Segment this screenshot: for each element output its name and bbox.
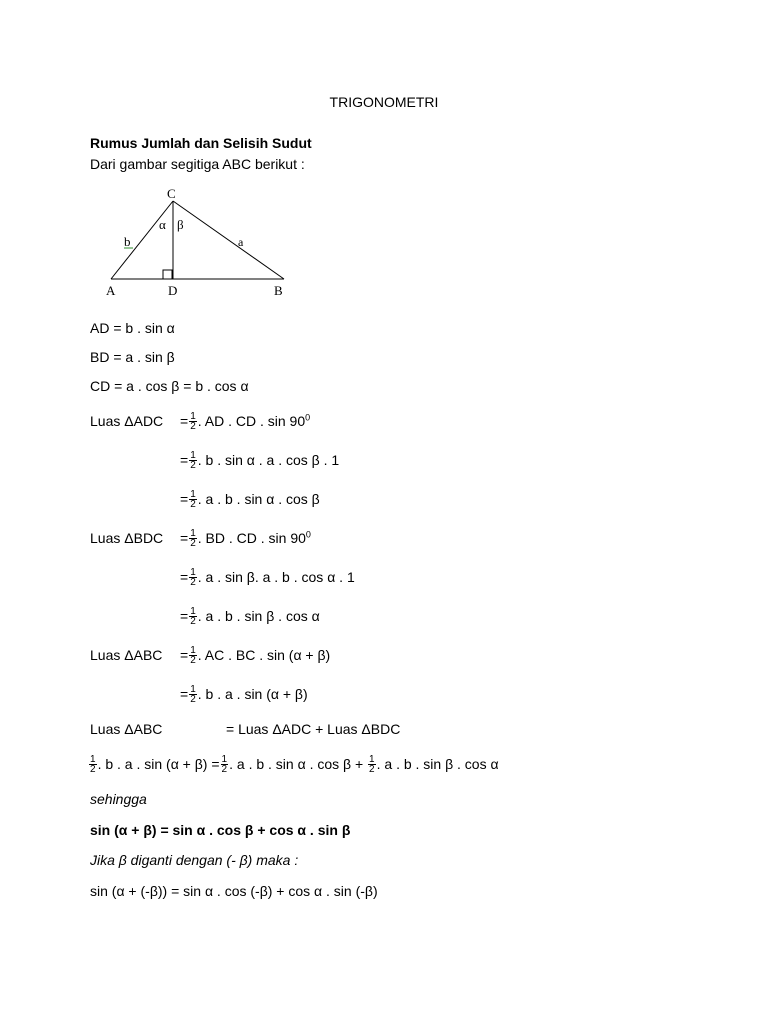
combined-equation: $\frac{1}{2}$ . b . a . sin (α + β) = $\frac{1}{2}$ . a . b . sin α . cos β + $\frac{1}{2}$ . a . b . sin β . cos α	[90, 753, 499, 775]
vertex-c-label: C	[167, 186, 176, 201]
adc-label: Luas ΔADC	[90, 413, 164, 429]
abc-line-1: = $\frac{1}{2}$ . AC . BC . sin (α + β)	[180, 644, 331, 666]
bdc-label: Luas ΔBDC	[90, 530, 164, 546]
half-fraction: $\frac{1}{2}$	[190, 449, 196, 471]
half-fraction: $\frac{1}{2}$	[90, 753, 96, 775]
side-ac	[111, 201, 173, 279]
result-formula: sin (α + β) = sin α . cos β + cos α . sin β	[90, 822, 351, 838]
page-title: TRIGONOMETRI	[329, 94, 439, 110]
vertex-b-label: B	[274, 283, 283, 298]
half-fraction: $\frac{1}{2}$	[190, 410, 196, 432]
equals-sign: =	[180, 413, 189, 429]
angle-alpha-label: α	[159, 217, 166, 232]
triangle-figure	[100, 183, 300, 301]
half-fraction: $\frac{1}{2}$	[190, 644, 196, 666]
abc-sum-label: Luas ΔABC	[90, 721, 163, 737]
half-fraction: $\frac{1}{2}$	[190, 527, 196, 549]
abc-line-2: = $\frac{1}{2}$ . b . a . sin (α + β)	[180, 683, 308, 705]
vertex-d-label: D	[168, 283, 178, 298]
vertex-a-label: A	[106, 283, 116, 298]
adc-line-1: = $\frac{1}{2}$ . AD . CD . $\sin 90^0$	[180, 410, 311, 432]
cd-equation: CD = a . cos β = b . cos α	[90, 378, 249, 394]
bdc-line-1: = $\frac{1}{2}$ . BD . CD . $\sin 90^0$	[180, 527, 311, 549]
side-a-label: a	[238, 235, 244, 249]
angle-beta-label: β	[177, 217, 184, 232]
section-heading: Rumus Jumlah dan Selisih Sudut	[90, 135, 312, 151]
bdc-line-2: = $\frac{1}{2}$ . a . sin β. a . b . cos α . 1	[180, 566, 355, 588]
substituted-formula: sin (α + (-β)) = sin α . cos (-β) + cos α . sin (-β)	[90, 883, 378, 899]
bdc-line-3: = $\frac{1}{2}$ . a . b . sin β . cos α	[180, 605, 320, 627]
bd-equation: BD = a . sin β	[90, 349, 175, 365]
intro-text: Dari gambar segitiga ABC berikut :	[90, 156, 305, 172]
abc-label: Luas ΔABC	[90, 647, 163, 663]
half-fraction: $\frac{1}{2}$	[190, 605, 196, 627]
half-fraction: $\frac{1}{2}$	[190, 566, 196, 588]
substitution-note: Jika β diganti dengan (- β) maka :	[90, 852, 299, 868]
ad-equation: AD = b . sin α	[90, 320, 175, 336]
half-fraction: $\frac{1}{2}$	[221, 753, 228, 775]
adc-line-2: = $\frac{1}{2}$ . b . sin α . a . cos β . 1	[180, 449, 340, 471]
adc-line-3: = $\frac{1}{2}$ . a . b . sin α . cos β	[180, 488, 320, 510]
side-b-label: b	[124, 234, 131, 249]
side-cb	[173, 201, 284, 279]
half-fraction: $\frac{1}{2}$	[369, 753, 375, 775]
abc-sum-equation: = Luas ΔADC + Luas ΔBDC	[226, 721, 401, 737]
half-fraction: $\frac{1}{2}$	[190, 488, 196, 510]
sehingga-text: sehingga	[90, 791, 147, 807]
half-fraction: $\frac{1}{2}$	[190, 683, 196, 705]
right-angle-mark	[163, 270, 172, 279]
